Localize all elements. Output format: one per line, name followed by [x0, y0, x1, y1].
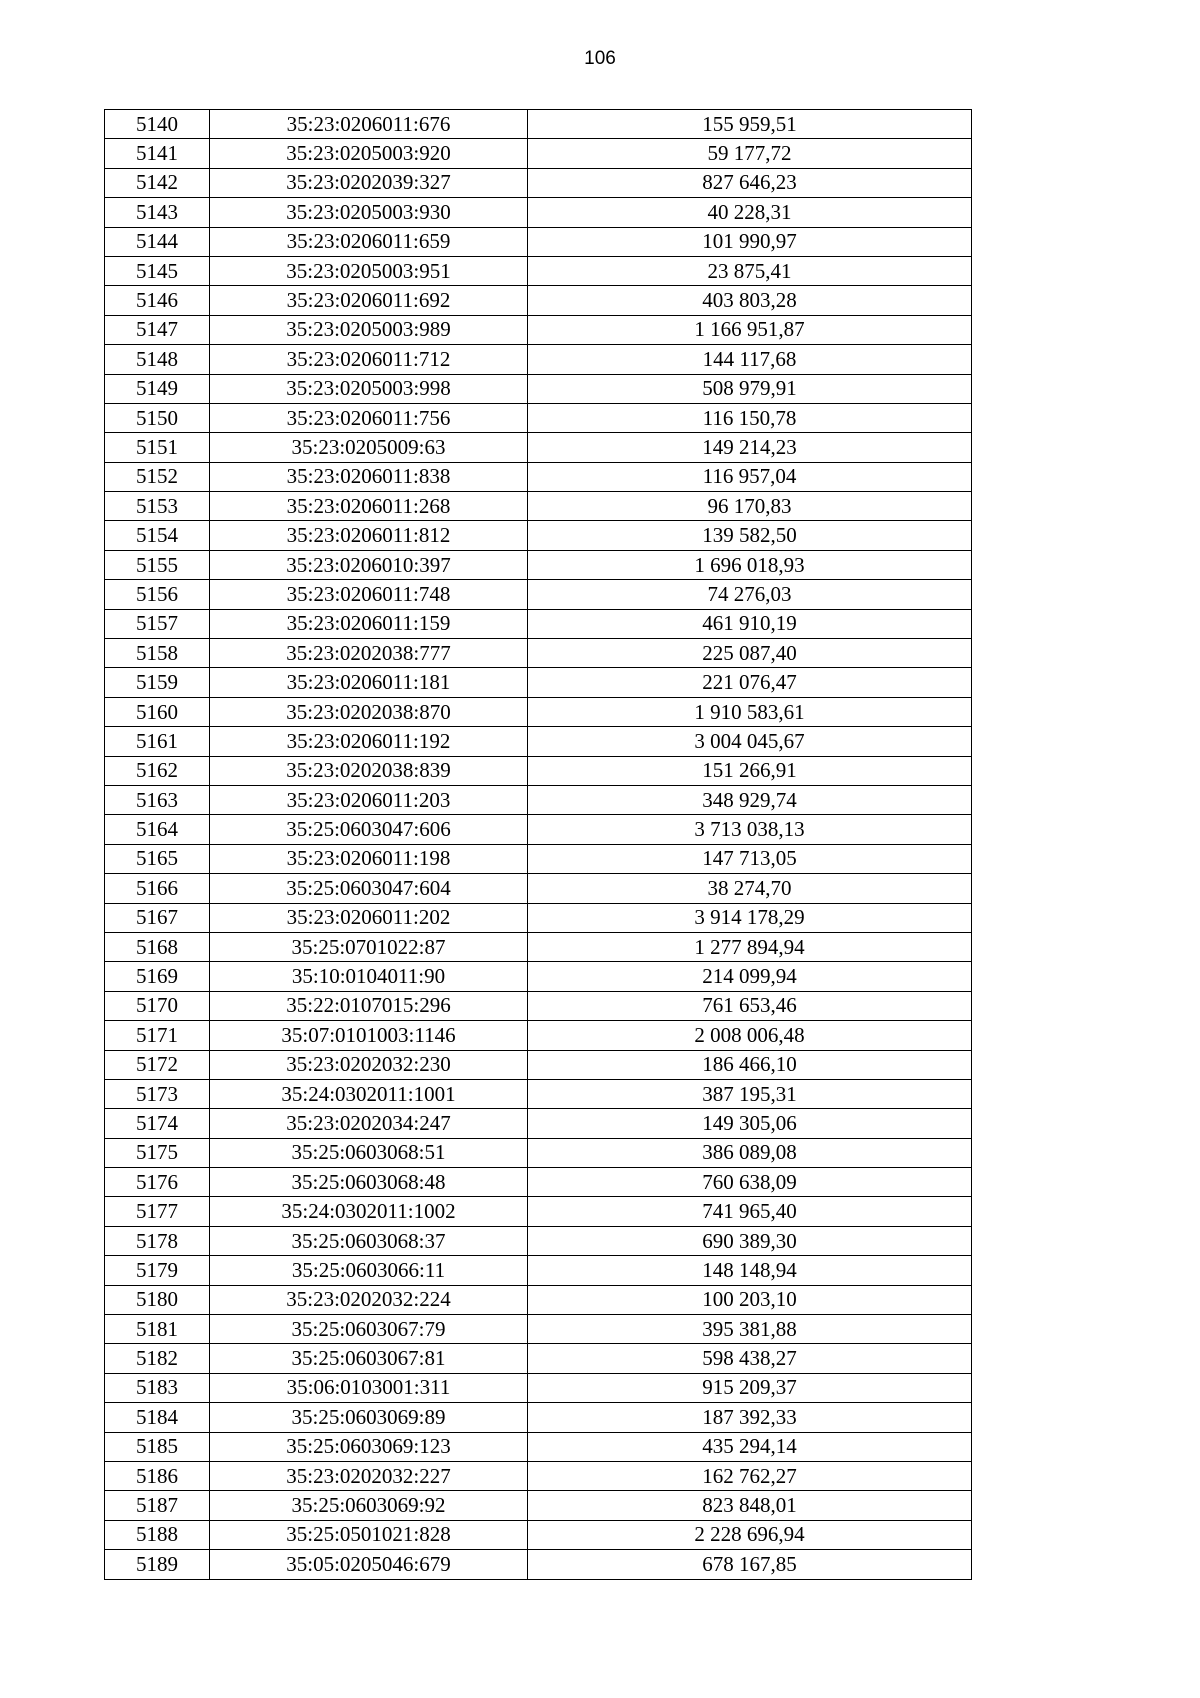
- cadastral-value-cell: 74 276,03: [528, 580, 972, 609]
- cadastral-number-cell: 35:23:0202032:227: [210, 1461, 528, 1490]
- table-row: [105, 492, 972, 521]
- table-row: [105, 962, 972, 991]
- cadastral-value-cell: 435 294,14: [528, 1432, 972, 1461]
- row-number-cell: 5145: [105, 256, 210, 285]
- row-number-cell: 5150: [105, 403, 210, 432]
- cadastral-number-cell: 35:23:0206011:748: [210, 580, 528, 609]
- table-row: [105, 1021, 972, 1050]
- row-number-cell: 5183: [105, 1373, 210, 1402]
- table-row: [105, 1109, 972, 1138]
- cadastral-number-cell: 35:23:0202038:870: [210, 697, 528, 726]
- table-row: [105, 1197, 972, 1226]
- cadastral-value-cell: 59 177,72: [528, 139, 972, 168]
- row-number-cell: 5152: [105, 462, 210, 491]
- cadastral-value-cell: 116 150,78: [528, 403, 972, 432]
- cadastral-number-cell: 35:23:0206011:756: [210, 403, 528, 432]
- cadastral-value-cell: 2 008 006,48: [528, 1021, 972, 1050]
- cadastral-number-cell: 35:23:0206011:202: [210, 903, 528, 932]
- cadastral-number-cell: 35:25:0501021:828: [210, 1520, 528, 1549]
- cadastral-value-cell: 225 087,40: [528, 639, 972, 668]
- table-row: [105, 198, 972, 227]
- row-number-cell: 5186: [105, 1461, 210, 1490]
- table-row: [105, 1226, 972, 1255]
- cadastral-value-cell: 386 089,08: [528, 1138, 972, 1167]
- cadastral-value-cell: 823 848,01: [528, 1491, 972, 1520]
- cadastral-value-cell: 38 274,70: [528, 874, 972, 903]
- cadastral-number-cell: 35:23:0206011:203: [210, 785, 528, 814]
- row-number-cell: 5184: [105, 1403, 210, 1432]
- row-number-cell: 5167: [105, 903, 210, 932]
- cadastral-number-cell: 35:24:0302011:1001: [210, 1079, 528, 1108]
- row-number-cell: 5143: [105, 198, 210, 227]
- row-number-cell: 5185: [105, 1432, 210, 1461]
- row-number-cell: 5175: [105, 1138, 210, 1167]
- cadastral-value-cell: 214 099,94: [528, 962, 972, 991]
- cadastral-value-cell: 1 166 951,87: [528, 315, 972, 344]
- cadastral-number-cell: 35:25:0603069:89: [210, 1403, 528, 1432]
- row-number-cell: 5169: [105, 962, 210, 991]
- table-row: [105, 903, 972, 932]
- cadastral-value-cell: 3 914 178,29: [528, 903, 972, 932]
- row-number-cell: 5147: [105, 315, 210, 344]
- table-row: [105, 168, 972, 197]
- cadastral-value-cell: 148 148,94: [528, 1256, 972, 1285]
- row-number-cell: 5162: [105, 756, 210, 785]
- cadastral-number-cell: 35:23:0206011:198: [210, 844, 528, 873]
- table-row: [105, 697, 972, 726]
- table-row: [105, 815, 972, 844]
- cadastral-value-cell: 761 653,46: [528, 991, 972, 1020]
- table-row: [105, 403, 972, 432]
- cadastral-value-cell: 40 228,31: [528, 198, 972, 227]
- cadastral-number-cell: 35:05:0205046:679: [210, 1550, 528, 1579]
- cadastral-number-cell: 35:23:0205003:920: [210, 139, 528, 168]
- cadastral-number-cell: 35:25:0603069:92: [210, 1491, 528, 1520]
- cadastral-value-cell: 149 214,23: [528, 433, 972, 462]
- cadastral-value-cell: 741 965,40: [528, 1197, 972, 1226]
- row-number-cell: 5159: [105, 668, 210, 697]
- row-number-cell: 5155: [105, 550, 210, 579]
- cadastral-value-cell: 678 167,85: [528, 1550, 972, 1579]
- cadastral-value-cell: 461 910,19: [528, 609, 972, 638]
- row-number-cell: 5172: [105, 1050, 210, 1079]
- cadastral-number-cell: 35:25:0603066:11: [210, 1256, 528, 1285]
- cadastral-value-cell: 186 466,10: [528, 1050, 972, 1079]
- row-number-cell: 5188: [105, 1520, 210, 1549]
- cadastral-number-cell: 35:23:0206011:812: [210, 521, 528, 550]
- table-row: [105, 1491, 972, 1520]
- table-row: [105, 1520, 972, 1549]
- row-number-cell: 5146: [105, 286, 210, 315]
- cadastral-number-cell: 35:25:0603047:606: [210, 815, 528, 844]
- cadastral-value-cell: 348 929,74: [528, 785, 972, 814]
- table-row: [105, 756, 972, 785]
- row-number-cell: 5160: [105, 697, 210, 726]
- cadastral-value-cell: 144 117,68: [528, 345, 972, 374]
- row-number-cell: 5151: [105, 433, 210, 462]
- row-number-cell: 5166: [105, 874, 210, 903]
- cadastral-value-cell: 149 305,06: [528, 1109, 972, 1138]
- table-row: [105, 374, 972, 403]
- cadastral-number-cell: 35:23:0202032:224: [210, 1285, 528, 1314]
- cadastral-value-cell: 139 582,50: [528, 521, 972, 550]
- cadastral-number-cell: 35:23:0202034:247: [210, 1109, 528, 1138]
- table-row: [105, 433, 972, 462]
- row-number-cell: 5181: [105, 1315, 210, 1344]
- cadastral-value-cell: 690 389,30: [528, 1226, 972, 1255]
- row-number-cell: 5165: [105, 844, 210, 873]
- cadastral-number-cell: 35:23:0202038:777: [210, 639, 528, 668]
- row-number-cell: 5158: [105, 639, 210, 668]
- cadastral-value-cell: 2 228 696,94: [528, 1520, 972, 1549]
- page-number: 106: [584, 48, 616, 69]
- row-number-cell: 5144: [105, 227, 210, 256]
- row-number-cell: 5182: [105, 1344, 210, 1373]
- row-number-cell: 5173: [105, 1079, 210, 1108]
- cadastral-number-cell: 35:10:0104011:90: [210, 962, 528, 991]
- cadastral-value-cell: 116 957,04: [528, 462, 972, 491]
- row-number-cell: 5154: [105, 521, 210, 550]
- table-row: [105, 609, 972, 638]
- cadastral-number-cell: 35:23:0202039:327: [210, 168, 528, 197]
- table-row: [105, 110, 972, 139]
- row-number-cell: 5140: [105, 110, 210, 139]
- table-row: [105, 844, 972, 873]
- cadastral-value-cell: 23 875,41: [528, 256, 972, 285]
- row-number-cell: 5153: [105, 492, 210, 521]
- row-number-cell: 5177: [105, 1197, 210, 1226]
- table-row: [105, 521, 972, 550]
- cadastral-value-cell: 187 392,33: [528, 1403, 972, 1432]
- table-row: [105, 1138, 972, 1167]
- table-row: [105, 1432, 972, 1461]
- table-row: [105, 315, 972, 344]
- cadastral-number-cell: 35:23:0205003:998: [210, 374, 528, 403]
- cadastral-number-cell: 35:23:0206011:676: [210, 110, 528, 139]
- cadastral-number-cell: 35:22:0107015:296: [210, 991, 528, 1020]
- cadastral-number-cell: 35:23:0205009:63: [210, 433, 528, 462]
- cadastral-value-cell: 101 990,97: [528, 227, 972, 256]
- cadastral-value-cell: 1 277 894,94: [528, 932, 972, 961]
- table-row: [105, 580, 972, 609]
- row-number-cell: 5141: [105, 139, 210, 168]
- table-row: [105, 227, 972, 256]
- cadastral-number-cell: 35:25:0701022:87: [210, 932, 528, 961]
- cadastral-value-cell: 387 195,31: [528, 1079, 972, 1108]
- cadastral-number-cell: 35:23:0202032:230: [210, 1050, 528, 1079]
- cadastral-value-cell: 162 762,27: [528, 1461, 972, 1490]
- row-number-cell: 5157: [105, 609, 210, 638]
- row-number-cell: 5148: [105, 345, 210, 374]
- cadastral-number-cell: 35:25:0603067:79: [210, 1315, 528, 1344]
- row-number-cell: 5179: [105, 1256, 210, 1285]
- cadastral-number-cell: 35:25:0603047:604: [210, 874, 528, 903]
- cadastral-value-cell: 915 209,37: [528, 1373, 972, 1402]
- table-row: [105, 1285, 972, 1314]
- cadastral-value-cell: 96 170,83: [528, 492, 972, 521]
- table-row: [105, 1550, 972, 1579]
- cadastral-number-cell: 35:23:0206011:838: [210, 462, 528, 491]
- cadastral-number-cell: 35:25:0603067:81: [210, 1344, 528, 1373]
- cadastral-value-cell: 395 381,88: [528, 1315, 972, 1344]
- cadastral-value-cell: 827 646,23: [528, 168, 972, 197]
- cadastral-value-cell: 598 438,27: [528, 1344, 972, 1373]
- table-row: [105, 1168, 972, 1197]
- row-number-cell: 5174: [105, 1109, 210, 1138]
- table-row: [105, 991, 972, 1020]
- row-number-cell: 5170: [105, 991, 210, 1020]
- cadastral-value-cell: 155 959,51: [528, 110, 972, 139]
- table-row: [105, 727, 972, 756]
- cadastral-number-cell: 35:23:0206011:192: [210, 727, 528, 756]
- cadastral-value-cell: 100 203,10: [528, 1285, 972, 1314]
- table-row: [105, 668, 972, 697]
- cadastral-value-table: [104, 109, 972, 1580]
- row-number-cell: 5163: [105, 785, 210, 814]
- cadastral-number-cell: 35:23:0205003:989: [210, 315, 528, 344]
- cadastral-number-cell: 35:23:0206011:712: [210, 345, 528, 374]
- row-number-cell: 5189: [105, 1550, 210, 1579]
- table-row: [105, 932, 972, 961]
- cadastral-number-cell: 35:23:0206011:268: [210, 492, 528, 521]
- table-row: [105, 1079, 972, 1108]
- row-number-cell: 5176: [105, 1168, 210, 1197]
- table-row: [105, 639, 972, 668]
- cadastral-number-cell: 35:07:0101003:1146: [210, 1021, 528, 1050]
- row-number-cell: 5178: [105, 1226, 210, 1255]
- table-row: [105, 256, 972, 285]
- cadastral-value-cell: 1 910 583,61: [528, 697, 972, 726]
- row-number-cell: 5164: [105, 815, 210, 844]
- row-number-cell: 5149: [105, 374, 210, 403]
- table-row: [105, 1315, 972, 1344]
- table-row: [105, 785, 972, 814]
- table-row: [105, 1403, 972, 1432]
- table-row: [105, 1256, 972, 1285]
- table-row: [105, 345, 972, 374]
- cadastral-number-cell: 35:23:0206011:181: [210, 668, 528, 697]
- table-row: [105, 1373, 972, 1402]
- cadastral-value-cell: 403 803,28: [528, 286, 972, 315]
- row-number-cell: 5156: [105, 580, 210, 609]
- cadastral-number-cell: 35:25:0603068:37: [210, 1226, 528, 1255]
- cadastral-number-cell: 35:23:0206010:397: [210, 550, 528, 579]
- cadastral-value-cell: 147 713,05: [528, 844, 972, 873]
- cadastral-number-cell: 35:23:0205003:930: [210, 198, 528, 227]
- row-number-cell: 5187: [105, 1491, 210, 1520]
- cadastral-number-cell: 35:24:0302011:1002: [210, 1197, 528, 1226]
- cadastral-number-cell: 35:25:0603068:48: [210, 1168, 528, 1197]
- cadastral-number-cell: 35:23:0206011:159: [210, 609, 528, 638]
- row-number-cell: 5161: [105, 727, 210, 756]
- cadastral-value-cell: 3 713 038,13: [528, 815, 972, 844]
- table-body: [105, 110, 972, 1580]
- cadastral-value-cell: 508 979,91: [528, 374, 972, 403]
- cadastral-number-cell: 35:23:0206011:659: [210, 227, 528, 256]
- table-row: [105, 1461, 972, 1490]
- table-row: [105, 1050, 972, 1079]
- table-row: [105, 874, 972, 903]
- cadastral-value-cell: 151 266,91: [528, 756, 972, 785]
- row-number-cell: 5168: [105, 932, 210, 961]
- cadastral-value-cell: 3 004 045,67: [528, 727, 972, 756]
- row-number-cell: 5171: [105, 1021, 210, 1050]
- cadastral-value-cell: 1 696 018,93: [528, 550, 972, 579]
- cadastral-number-cell: 35:25:0603069:123: [210, 1432, 528, 1461]
- table-row: [105, 1344, 972, 1373]
- cadastral-number-cell: 35:25:0603068:51: [210, 1138, 528, 1167]
- table-row: [105, 462, 972, 491]
- cadastral-number-cell: 35:23:0206011:692: [210, 286, 528, 315]
- row-number-cell: 5142: [105, 168, 210, 197]
- table-row: [105, 550, 972, 579]
- table-row: [105, 286, 972, 315]
- cadastral-number-cell: 35:23:0202038:839: [210, 756, 528, 785]
- cadastral-value-cell: 760 638,09: [528, 1168, 972, 1197]
- cadastral-number-cell: 35:06:0103001:311: [210, 1373, 528, 1402]
- table-row: [105, 139, 972, 168]
- row-number-cell: 5180: [105, 1285, 210, 1314]
- cadastral-number-cell: 35:23:0205003:951: [210, 256, 528, 285]
- cadastral-value-cell: 221 076,47: [528, 668, 972, 697]
